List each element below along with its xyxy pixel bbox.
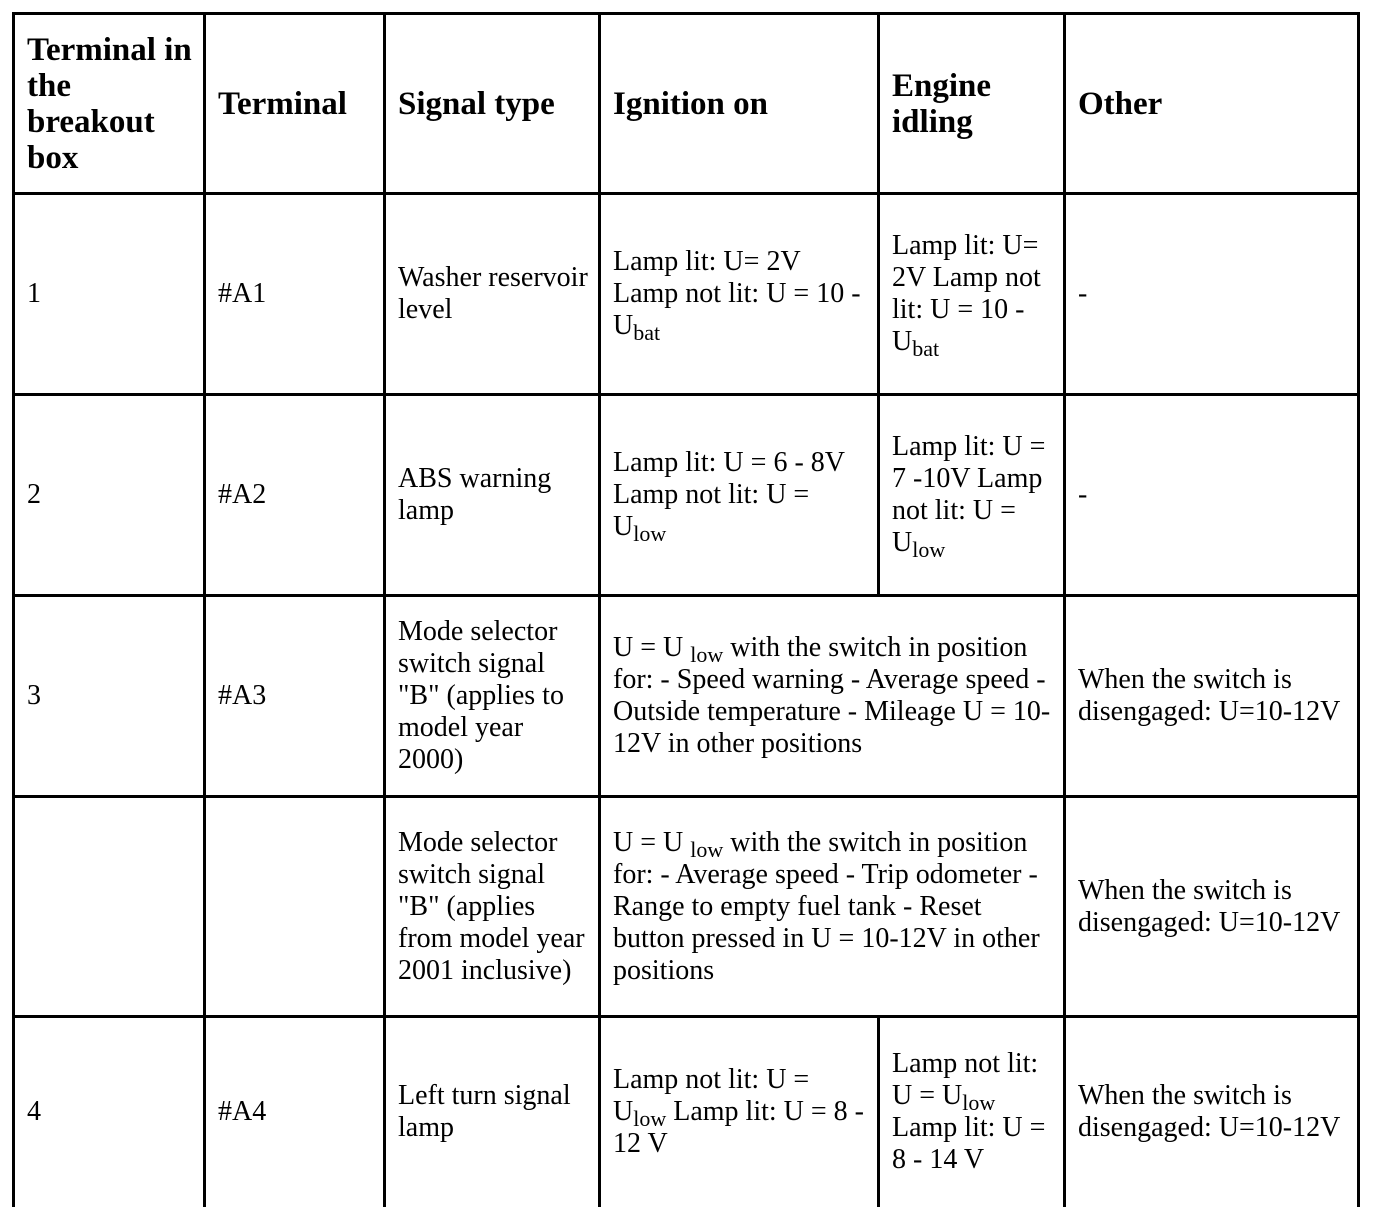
value-text: U = U xyxy=(613,826,691,858)
value-text: with the switch in position for: - Average speed - Trip odometer - Range to empty fuel tank - Reset button pressed in U = 10-12V in other positions xyxy=(613,826,1040,986)
value-text: U = U xyxy=(613,632,691,663)
table-row xyxy=(14,596,1359,797)
value-text: Lamp lit: U = 8 - 12 V xyxy=(613,1096,864,1160)
cell-other: When the switch is disengaged: U=10-12V xyxy=(1065,596,1359,797)
value-text: Lamp lit: U= 2V Lamp not lit: U = 10 - U xyxy=(613,246,861,341)
header-terminal: Terminal xyxy=(205,14,385,194)
header-breakout: Terminal in the breakout box xyxy=(14,14,205,194)
cell-signal-type: Left turn signal lamp xyxy=(385,1017,600,1207)
value-subscript: low xyxy=(962,1090,996,1116)
table-row xyxy=(14,194,1359,395)
cell-engine-idling xyxy=(879,395,1065,596)
table-wrapper xyxy=(12,12,1360,1207)
table-row xyxy=(14,797,1359,1017)
cell-combined-conditions xyxy=(600,596,1065,797)
cell-terminal: #A1 xyxy=(205,194,385,395)
cell-breakout: 2 xyxy=(14,395,205,596)
value-text: Lamp lit: U= 2V Lamp not lit: U = 10 - U xyxy=(892,230,1041,357)
cell-other: - xyxy=(1065,395,1359,596)
cell-terminal: #A2 xyxy=(205,395,385,596)
cell-engine-idling xyxy=(879,1017,1065,1207)
cell-combined-conditions xyxy=(600,797,1065,1017)
terminal-table xyxy=(12,12,1360,1207)
cell-signal-type: Washer reservoir level xyxy=(385,194,600,395)
cell-terminal: #A3 xyxy=(205,596,385,797)
cell-signal-type: ABS warning lamp xyxy=(385,395,600,596)
cell-signal-type: Mode selector switch signal "B" (applies to model year 2000) xyxy=(385,596,600,797)
header-engine-idling: Engine idling xyxy=(879,14,1065,194)
cell-terminal: #A4 xyxy=(205,1017,385,1207)
cell-terminal xyxy=(205,797,385,1017)
header-row xyxy=(14,14,1359,194)
value-subscript: low xyxy=(633,521,667,546)
cell-other: When the switch is disengaged: U=10-12V xyxy=(1065,1017,1359,1207)
cell-engine-idling xyxy=(879,194,1065,395)
cell-breakout: 3 xyxy=(14,596,205,797)
cell-breakout xyxy=(14,797,205,1017)
header-signal-type: Signal type xyxy=(385,14,600,194)
cell-ignition-on xyxy=(600,395,879,596)
cell-ignition-on xyxy=(600,194,879,395)
header-other: Other xyxy=(1065,14,1359,194)
value-text: Lamp lit: U = 6 - 8V Lamp not lit: U = U xyxy=(613,447,845,542)
value-subscript: low xyxy=(690,836,724,862)
cell-other: - xyxy=(1065,194,1359,395)
cell-other: When the switch is disengaged: U=10-12V xyxy=(1065,797,1359,1017)
value-subscript: low xyxy=(690,642,724,667)
value-text: Lamp lit: U = 8 - 14 V xyxy=(892,1112,1046,1176)
cell-ignition-on xyxy=(600,1017,879,1207)
cell-breakout: 4 xyxy=(14,1017,205,1207)
value-text: Lamp not lit: U = U xyxy=(613,1064,810,1128)
value-text: with the switch in position for: - Speed warning - Average speed - Outside temperature - Mileage U = 10-12V in other positions xyxy=(613,632,1051,759)
value-subscript: low xyxy=(633,1106,667,1132)
cell-breakout: 1 xyxy=(14,194,205,395)
value-text: Lamp lit: U = 7 -10V Lamp not lit: U = U xyxy=(892,431,1046,558)
table-row xyxy=(14,1017,1359,1207)
cell-signal-type: Mode selector switch signal "B" (applies from model year 2001 inclusive) xyxy=(385,797,600,1017)
value-subscript: bat xyxy=(633,320,661,345)
table-row xyxy=(14,395,1359,596)
value-subscript: bat xyxy=(912,336,940,361)
value-text: Lamp not lit: U = U xyxy=(892,1048,1039,1112)
header-ignition-on: Ignition on xyxy=(600,14,879,194)
value-subscript: low xyxy=(912,537,946,562)
